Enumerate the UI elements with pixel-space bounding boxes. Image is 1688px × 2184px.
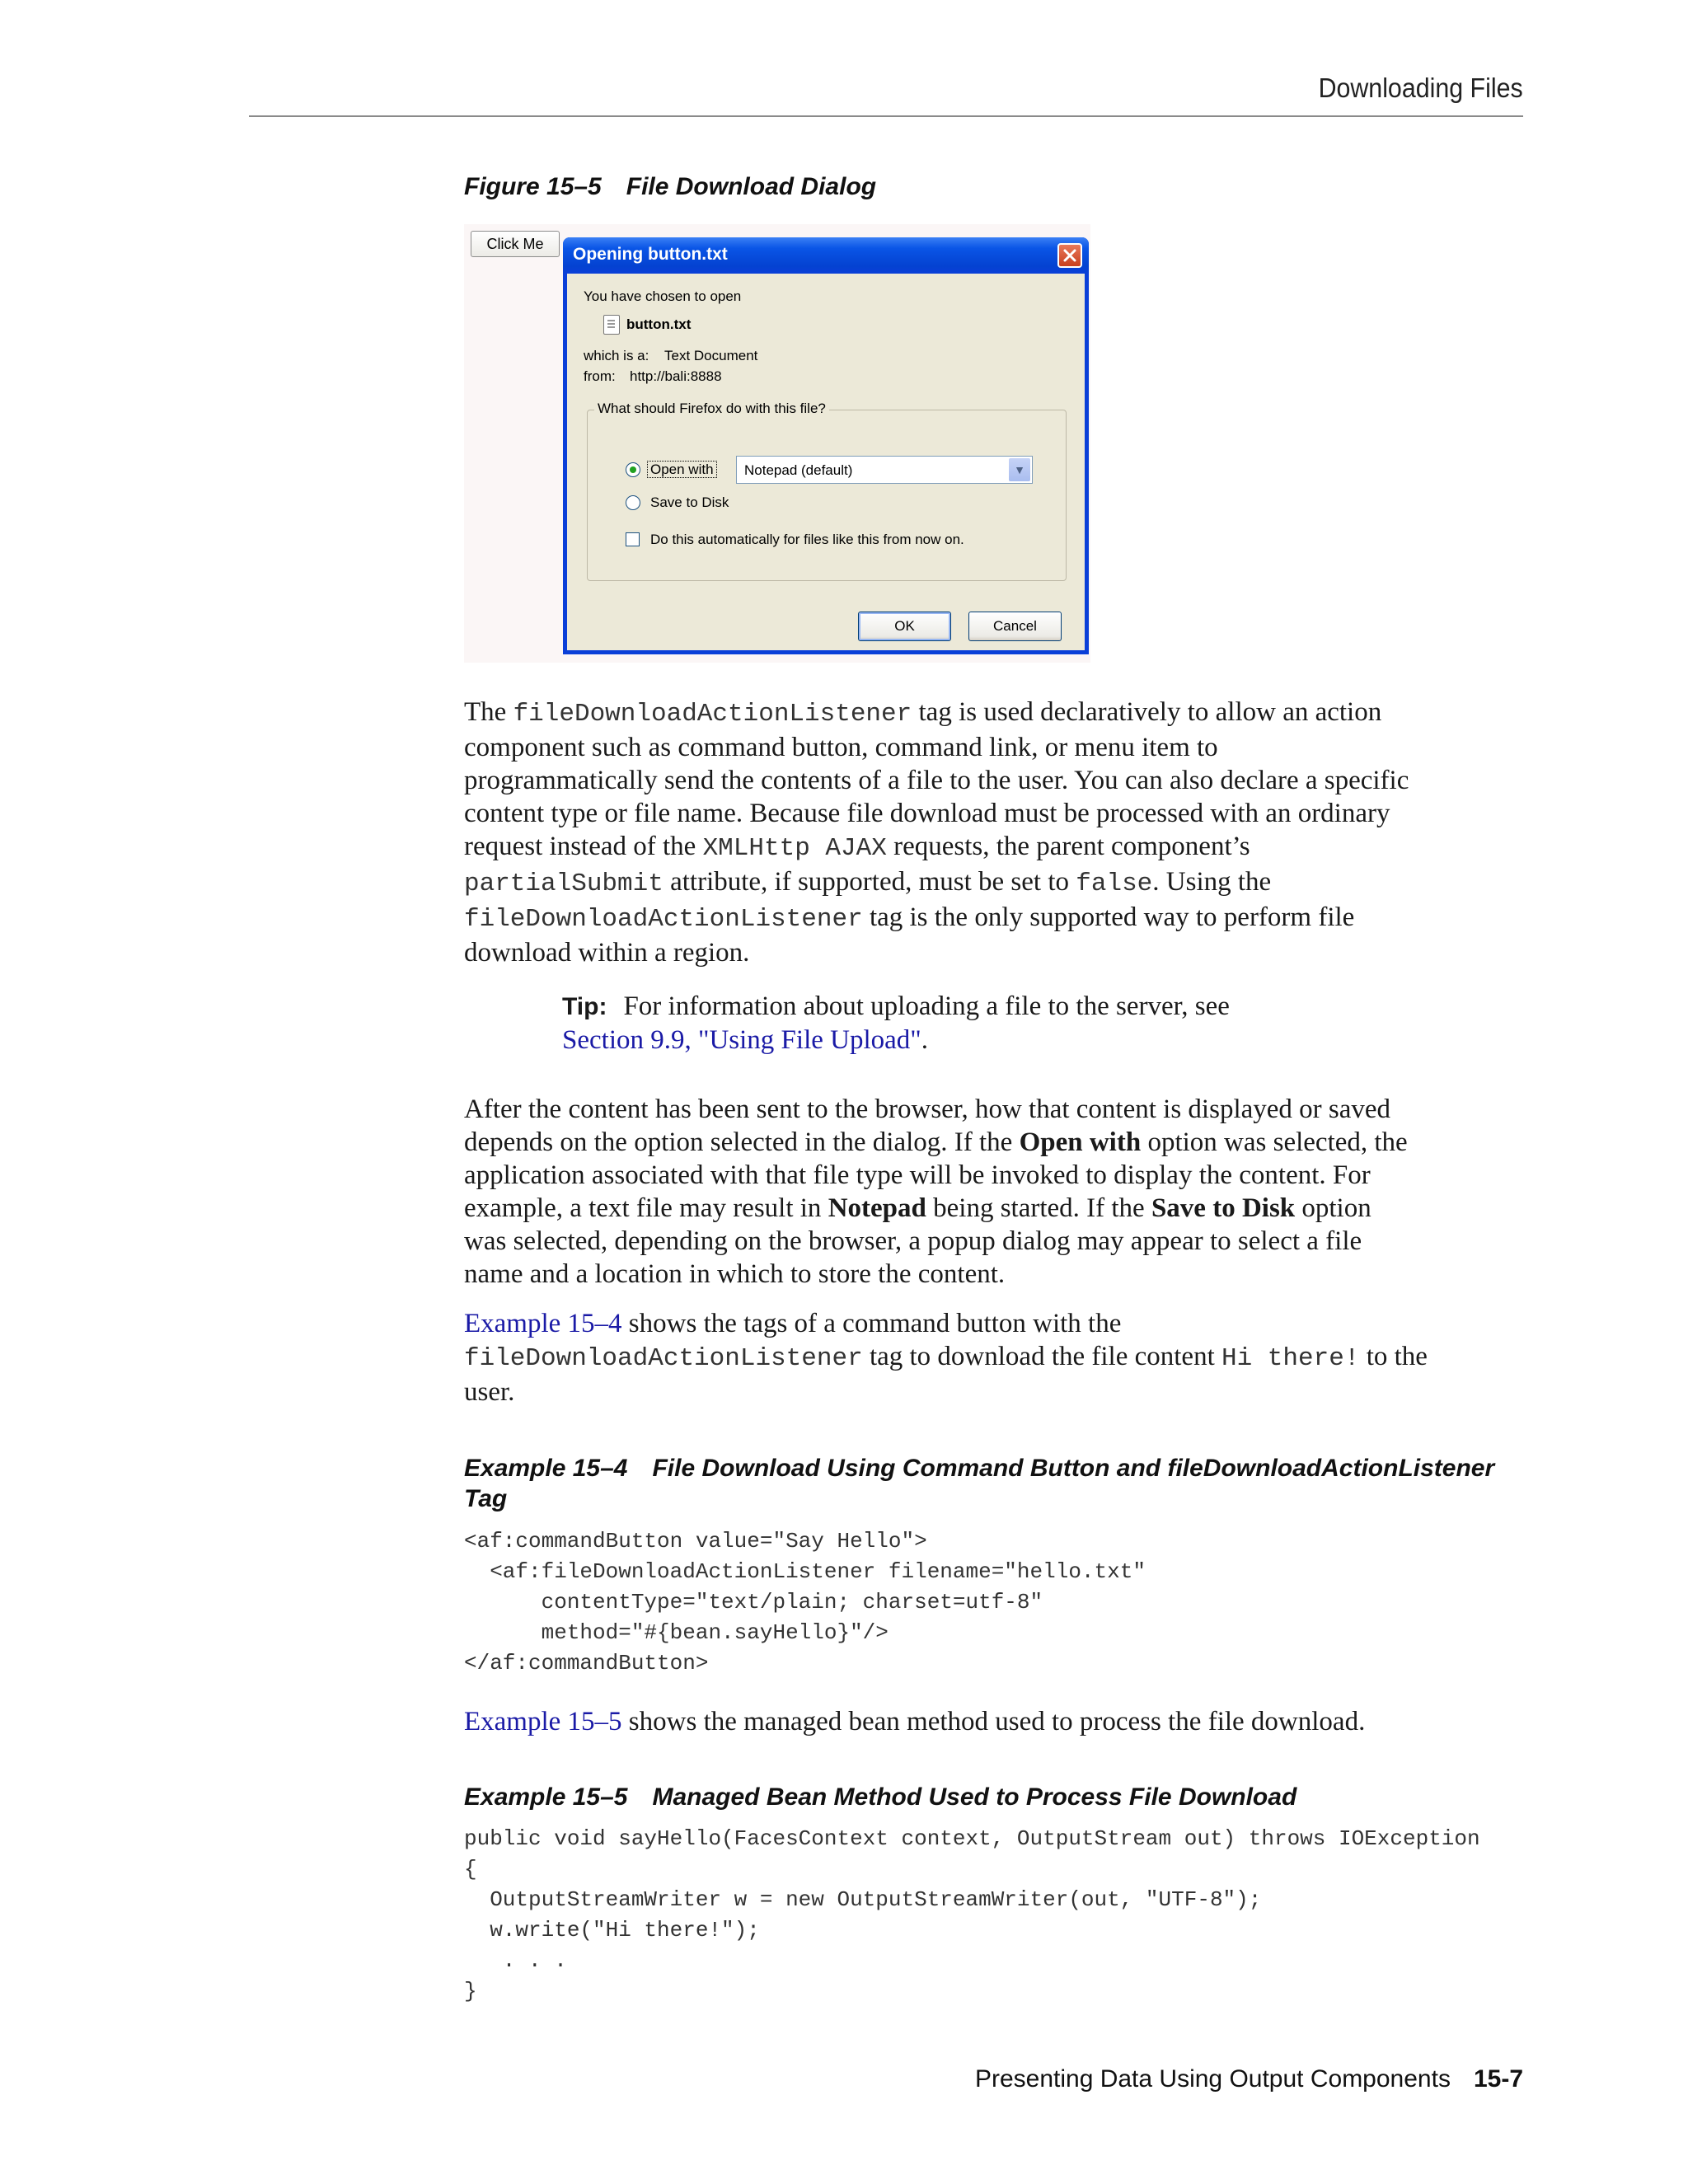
which-is-value: Text Document [664,348,758,363]
which-is-label: which is a: [584,348,649,363]
open-with-app-select[interactable] [736,456,1033,484]
example-5-caption: Example 15–5 Managed Bean Method Used to Process File Download [464,1783,1297,1811]
from-value: http://bali:8888 [630,368,722,384]
auto-label[interactable]: Do this automatically for files like this from now on. [650,532,964,547]
tip-label: Tip: [562,993,607,1020]
group-title: What should Firefox do with this file? [594,401,829,417]
action-groupbox [587,401,1067,581]
open-with-radio[interactable] [626,462,640,477]
tip-box: Tip: For information about uploading a file to the server, see Section 9.9, "Using File Upload". [562,991,1230,1055]
example-5-code: public void sayHello(FacesContext context, OutputStream out) throws IOException { OutputStreamWriter w = new OutputStreamWriter(out, "UTF-8"); w.write("Hi there!"); . . . } [464,1826,1480,2004]
ok-button[interactable]: OK [858,612,951,641]
chevron-down-icon[interactable]: ▼ [1009,458,1030,481]
cancel-button[interactable]: Cancel [968,612,1062,641]
example-15-4-link[interactable]: Example 15–4 [464,1309,622,1338]
header-rule [249,115,1523,117]
figure-number: Figure 15–5 [464,173,602,200]
auto-checkbox[interactable] [626,532,640,546]
save-to-disk-label[interactable]: Save to Disk [650,494,729,510]
example-4-caption: Example 15–4 File Download Using Command Button and fileDownloadActionListener Tag [464,1455,1495,1512]
file-name: button.txt [626,316,692,332]
file-download-dialog [563,237,1089,654]
example-15-5-link[interactable]: Example 15–5 [464,1707,622,1736]
paragraph-1: The fileDownloadActionListener tag is used declaratively to allow an action component such as command button, command link, or menu item to programmatically send the contents of a file to the user. You can also declare a specific content type or file name. Because file download must be processed with an ordinary request instead of the XMLHttp AJAX requests, the parent component’s partialSubmit attribute, if supported, must be set to false. Using the fileDownloadActionListener tag is the only supported way to perform file download within a region. [464,697,1409,968]
page-footer [975,2065,1523,2093]
dialog-titlebar [563,237,1089,274]
page-number: 15-7 [1473,2065,1523,2093]
figure-screenshot [464,224,1090,663]
paragraph-3: Example 15–4 shows the tags of a command button with the fileDownloadActionListener tag to download the file content Hi there! to the user. [464,1309,1428,1407]
close-button[interactable] [1057,243,1082,268]
figure-caption [464,173,876,201]
dialog-title: Opening button.txt [573,245,728,264]
footer-title: Presenting Data Using Output Components [974,2065,1451,2093]
example-4-code: <af:commandButton value="Say Hello"> <af:fileDownloadActionListener filename="hello.txt" contentType="text/plain; charset=utf-8" method="#{bean.sayHello}"/> </af:commandButton> [464,1529,1146,1675]
paragraph-4: Example 15–5 shows the managed bean method used to process the file download. [464,1707,1366,1736]
chosen-text: You have chosen to open [584,288,742,304]
click-me-button[interactable]: Click Me [471,231,560,257]
section-link[interactable]: Section 9.9, "Using File Upload" [562,1025,921,1055]
save-to-disk-radio[interactable] [626,495,640,510]
running-head: Downloading Files [1318,73,1523,103]
close-icon [1059,245,1081,266]
dialog-body [567,274,1085,650]
open-with-label[interactable]: Open with [647,462,717,478]
text-file-icon [603,315,620,335]
from-label: from: [584,368,616,384]
figure-title: File Download Dialog [626,173,877,200]
open-with-app-value: Notepad (default) [744,462,853,478]
paragraph-2: After the content has been sent to the browser, how that content is displayed or saved depends on the option selected in the dialog. If the Open with option was selected, the application associated with that file type will be invoked to display the content. For example, a text file may result in Notepad being started. If the Save to Disk option was selected, depending on the browser, a popup dialog may appear to select a file name and a location in which to store the content. [464,1094,1408,1289]
